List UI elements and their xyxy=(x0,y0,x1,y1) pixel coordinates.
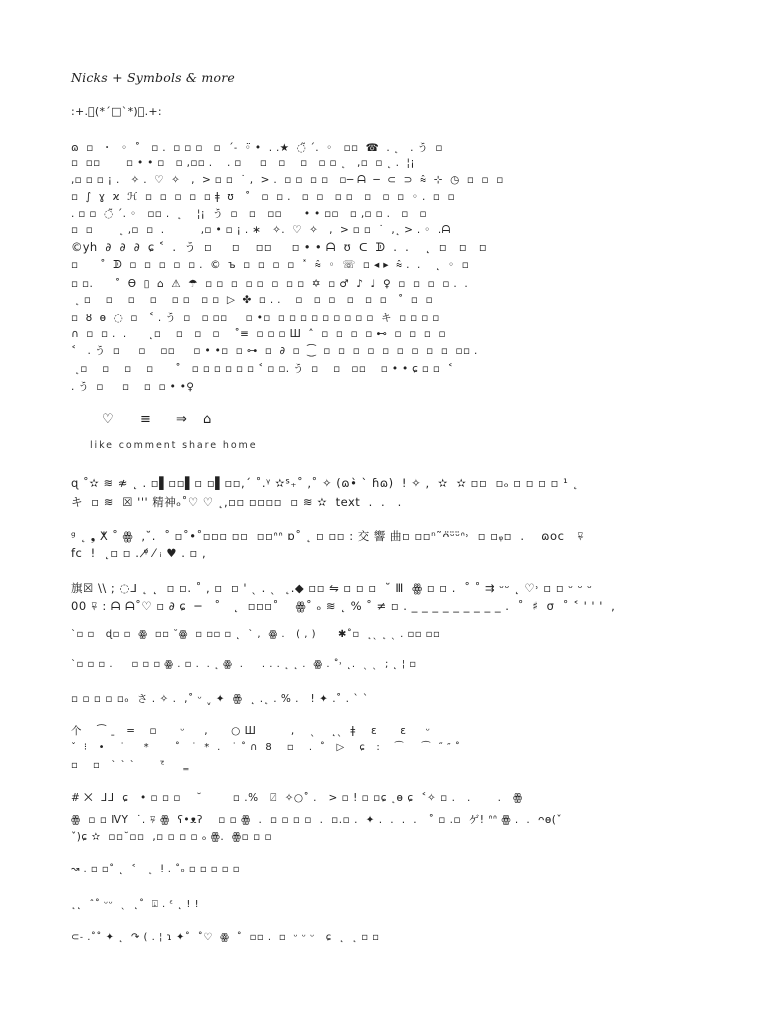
symbol-line: ɷ ▫ ･ ◦ ˚ ▫ . ▫ ▫ ▫ ▫ ˊ˗ ◦̈ • . .★ ◌̃ ˊ. ◦ ▫▫ ☎ . ˛ . う ▫ xyxy=(71,142,443,154)
text-line: ˛˛ ˆ˚ ᵕᵕ ˎ ˛˚ ⍗ . ᵋ ˛ ! ! xyxy=(71,899,203,910)
symbol-line: ˂ . う ▫ ▫ ▫▫ ▫ • •▫ ▫ ⊶ ▫ ∂ ▫ ⁐ ▫ ▫ ▫ ▫ ▫ ▫ ▫ ▫ ▫ ▫▫ . xyxy=(71,345,478,357)
text-line: ˋ▫ ▫ ▫ . ▫ ▫ ▫ ꙮ . ▫ . . ˛ ꙮ . . . . ˛ ˛ . ꙮ . ˚˒ ˛. ˎ ˎ ; ˛ ¦ ▫ xyxy=(71,659,417,670)
home-icon[interactable]: ⌂ xyxy=(203,412,212,427)
text-line: # ⨉ ᒧᒧ ɕ • ▫ ▫ ▫ ˘ ▫ .% ⍁ ✧○˚ . > ▫ ! ▫ ▫ɕ ˛ɵ ɕ ˂✧ ▫ . . . ꙮ xyxy=(71,792,523,804)
text-line: キ ▫ ≋ ☒ ''' 精神ₒ˚♡ ♡ ˛,▫▫ ▫▫▫▫ ▫ ≋ ✫ text . . . xyxy=(71,495,402,509)
text-line: ˋ▫ ▫ ɖ▫ ▫ ꙮ ▫▫ ˘ꙮ ▫ ▫▫ ▫ ˛ ˋ , ꙮ . ( , ) ✱˚▫ ˛ˎ ˛ ˎ . ▫▫ ▫▫ xyxy=(71,629,441,640)
text-line: ˇ ⁝ • ˙ * ˚ ˙ * . ˙ ˚ ∩ 8 ▫ . ˚ ▷ ɕ : ⁀ ⁀ ˝ ″ ˚ xyxy=(71,742,461,753)
symbol-line: ,▫ ▫ ▫ ¡ . ✧ . ♡ ✧ , > ▫ ▫ ˙ , > . ▫ ▫ ▫ ▫ ▫─ ᗩ ─ ⊂ ⊃ ⩯ ⊹ ◷ ▫ ▫ ▫ xyxy=(71,174,504,186)
share-icon[interactable]: ⇒ xyxy=(176,412,187,427)
page-title: Nicks + Symbols & more xyxy=(71,70,235,85)
symbol-line: ˛ ▫ ▫ ▫ ▫ ▫ ▫ ▫ ▫ ▷ ✤ ▫ . . ▫ ▫ ▫ ▫ ▫ ▫ ˚ ▫ ▫ xyxy=(71,294,433,306)
text-line: ▫ ▫ ˋ ˋ ˋ ᵋ̈ ‗ xyxy=(71,760,189,771)
text-line: ᵍ ˛ ❟ ⵅ ˚ ꙮ ,˘. ˚ ▫˚•˚▫▫▫ ▫▫ ▫▫ᐢᐢ ɒ˚ ˛ ▫ ▫▫ : 交 響 曲▫ ▫▫ⁿ˜ᴖ̈ᵕ̈ᵕ̈ᐢ˒ ▫ ▫ᵩ▫ . ɷoc ⍫ xyxy=(71,529,585,543)
icon-caption: like comment share home xyxy=(90,440,258,451)
symbol-line: ©yh ∂ ∂ ∂ ɕ ˂ . う ▫ ▫ ▫▫ ▫ • • ᗩ ʊ ᑕ ᗫ . . ˛ ▫ ▫ ▫ xyxy=(71,240,487,254)
text-line: ↝ . ▫ ▫˚ ˛ ˂ ˛ ⵑ . ˚ₒ ▫ ▫ ▫ ▫ ▫ xyxy=(71,864,240,875)
text-line: 旗☒ \\ ; ◌ᒧ ˛ ˛ ▫ ▫. ˚ , ▫ ▫ ' ˎ . ˎ ˛.◆ ▫▫ ⇋ ▫ ▫ ▫ ˘ Ⅲ ꙮ ▫ ▫ . ˚ ˚ ⇉ ᵕᵕ ˛ ♡˒ ▫ ▫ ᵕ ᵕ ᵕ xyxy=(71,581,593,595)
text-line: ꙮ ▫ ▫ ⅣΥ ˙. ⍫ ꙮ ʕ•ᴥʔ ▫ ▫ ꙮ . ▫ ▫ ▫ ▫ . ▫.▫ . ✦ . . . . ˚ ▫ .▫ ゲ! ᐢᐢ ꙮ . . ᴖɵ(ˇ xyxy=(71,814,563,826)
symbol-line: . ▫ ▫ ◌̃ ˊ. ◦ ▫▫ . ˛ ¦¡ う ▫ ▫ ▫▫ • • ▫▫ ▫ ,▫ ▫ . ▫ ▫ xyxy=(71,208,427,220)
symbol-line: . う ▫ ▫ ▫ ▫ • •♀ xyxy=(71,381,195,393)
comment-icon[interactable]: ≡ xyxy=(140,412,151,427)
symbol-line: ∩ ▫ ▫ . . ˛▫ ▫ ▫ ▫ ˚≡ ▫ ▫ ▫ Ш ˄ ▫ ▫ ▫ ▫ ⊷ ▫ ▫ ▫ ▫ xyxy=(71,328,446,340)
text-line: ɋ ˚✫ ≋ ≉ ˛ . ▫▌▫▫▌▫ ▫▌▫▫,ˊ ˚.ᵞ ✫ᔆ₊˚ ,˚ ✧ (ɷ•̀ ˋ ɦɷ) ! ✧ , ✫ ✫ ▫▫ ▫ₒ ▫ ▫ ▫ ▫ ¹ ˛ xyxy=(71,476,579,490)
text-line: fc ! ˛▫ ▫ . ᵠ̸ ⁄ ᵢ ♥ . ▫ , xyxy=(71,546,207,560)
symbol-line: ˛▫ ▫ ▫ ▫ ˚ ▫ ▫ ▫ ▫ ▫ ▫ ˂ ▫ ▫. う ▫ ▫ ▫▫ ▫ • • ɕ ▫ ▫ ˂ xyxy=(71,363,454,375)
symbol-line: ▫ ˚ ᗫ ▫ ▫ ▫ ▫ ▫ . © ъ ▫ ▫ ▫ ▫ ˟ ⩯ ◦ ☏ ▫ ◂ ▸ ⩯ . . ˛ ◦ ▫ xyxy=(71,259,470,271)
symbol-line: ▫ ȣ ɵ ◌ ▫ ˂ . う ▫ ▫ ▫▫ ▫ •▫ ▫ ▫ ▫ ▫ ▫ ▫ ▫ ▫ ▫ キ ▫ ▫ ▫ ▫ xyxy=(71,312,440,324)
symbol-line: ▫ ▫ ˛ ,▫ ▫ . ,▫ • ▫ ¡ . ∗ ✧. ♡ ✧ , > ▫ ▫ ˙ ,˛ > . ◦ .ᗩ xyxy=(71,224,451,236)
text-line: 个 ⁀ ˍ ═ ▫ ᵕ , ○ Ш , ˎ ˛ˎ ǂ ε ɛ ᵕ xyxy=(71,725,431,737)
text-line: ˇ)ɕ ✫ ▫▫˘▫▫ ,▫ ▫ ▫ ▫ ₒ ꙮ. ꙮ▫ ▫ ▫ xyxy=(71,831,273,843)
heart-icon[interactable]: ♡ xyxy=(102,412,114,427)
symbol-line: ▫ ▫▫ ▫ • • ▫ ▫ ,▫▫ . . ▫ ▫ ▫ ▫ ▫ ▫ ˛ ,▫ ▫ ˛ . ¦¡ xyxy=(71,157,415,169)
text-line: ▫ ▫ ▫ ▫ ▫ₒ さ . ✧ . ,˚ ᵕ ˬ ✦ ꙮ ˛ .˛ . % . ! ✦ .˚ . ˋ ˋ xyxy=(71,693,369,705)
social-icon-row xyxy=(100,412,230,428)
kaomoji-line: :+.ﾟ(*´□`*)ﾟ.+: xyxy=(71,105,162,118)
symbol-line: ▫ ∫ ɣ ϰ ℋ ▫ ▫ ▫ ▫ ▫ ǂ ʊ ˚ ▫ ▫ . ▫ ▫ ▫ ▫ ▫ ▫ ▫ ◦ . ▫ ▫ xyxy=(71,191,456,203)
symbol-line: ▫ ▫. ˚ Ɵ ▯ ⌂ ⚠ ☂ ▫ ▫ ▫ ▫ ▫ ▫ ▫ ▫ ✡ ▫ ♂ ♪ ♩ ♀ ▫ ▫ ▫ ▫ . . xyxy=(71,278,468,290)
text-line: ⊂˗ .˚˚ ✦ ˛ ↷ ( . ¦ ɿ ✦˚ ˚♡ ꙮ ˚ ▫▫ . ▫ ᵕ ᵕ ᵕ ɕ ˛ ˛ ▫ ▫ xyxy=(71,932,380,943)
text-line: 00 ⍫ : ᗩ ᗩ˚♡ ▫ ∂ ɕ ─ ˚ ˛ ▫▫▫˚ ꙮ˚ ₒ ≋ ˛ % ˚ ≠ ▫ . _ _ _ _ _ _ _ _ _ . ˚ ♯ σ ˚ ˂ ' ' ' , xyxy=(71,599,616,613)
